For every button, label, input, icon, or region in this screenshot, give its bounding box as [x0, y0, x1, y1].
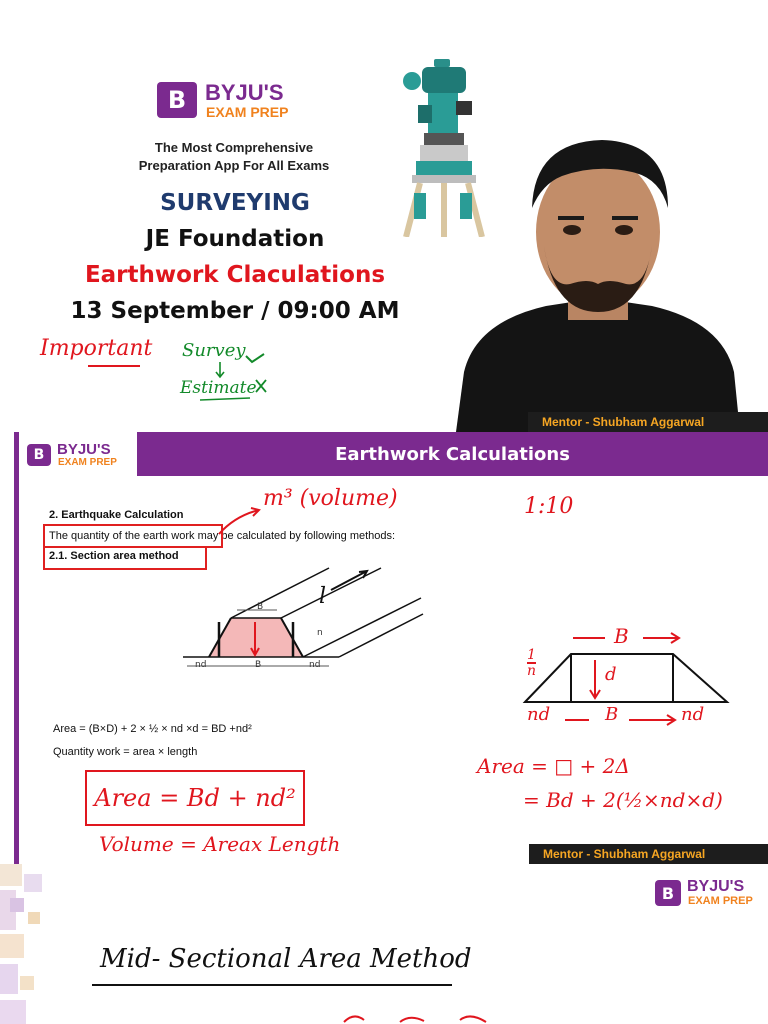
byjus-logo [157, 80, 317, 120]
formula-area: Area = (B×D) + 2 × ½ × nd ×d = BD +nd² [53, 723, 252, 735]
decorative-pattern-icon [0, 864, 70, 1024]
highlight-box-quantity [43, 524, 223, 548]
mentor-tag: Mentor - Shubham Aggarwal [528, 412, 768, 432]
diagram-label-l: l [319, 584, 327, 609]
bottom-nd-right: nd [681, 704, 705, 725]
volume-line: Volume = Areax Length [99, 832, 341, 856]
ratio-note: 1:10 [524, 494, 574, 519]
slide3-logo-brand: BYJU'S [687, 878, 745, 895]
slope-numerator: 1 [527, 647, 536, 663]
logo-brand-sub: EXAM PREP [206, 104, 289, 120]
header-logo-brand: BYJU'S [57, 441, 111, 458]
note-marks-icon [180, 338, 290, 404]
logo-mark-icon: B [157, 82, 197, 118]
slide3-title-underline [92, 984, 452, 986]
embankment-diagram [169, 562, 439, 712]
slide3-logo-mark-icon: B [655, 880, 681, 906]
bottom-nd-left: nd [527, 704, 551, 725]
note-estimate: Estimate [180, 378, 257, 398]
header-title: Earthwork Calculations [335, 443, 570, 465]
diagram-label-n: n [317, 628, 323, 638]
course-title: JE Foundation [145, 226, 325, 252]
slide3-logo [655, 878, 765, 910]
note-important: Important [40, 336, 153, 361]
sentence-part-a: The quantity of the earth work [49, 530, 195, 542]
area-line-2: = Bd + 2(½×nd×d) [523, 788, 723, 812]
mentor-photo [456, 136, 740, 432]
topic-title: Earthwork Claculations [84, 262, 386, 288]
partial-slide [0, 864, 768, 1024]
content-slide [14, 432, 768, 864]
slide3-red-scribble-icon [340, 1012, 540, 1024]
tagline [100, 139, 368, 175]
bottom-arrows-icon [559, 712, 683, 728]
tagline-line-1: The Most Comprehensive [154, 140, 314, 155]
sentence-part-b: may be calculated by following methods: [197, 530, 396, 542]
diagram-label-nd-right: nd [309, 660, 321, 670]
logo-brand-name: BYJU'S [205, 80, 284, 105]
trap-label-d: d [605, 664, 617, 685]
note-survey: Survey [182, 340, 246, 361]
slope-label [527, 648, 536, 678]
diagram-label-nd-left: nd [195, 660, 207, 670]
tagline-line-2: Preparation App For All Exams [138, 158, 330, 173]
formula-quantity: Quantity work = area × length [53, 746, 198, 758]
area-line-1: Area = □ + 2Δ [477, 754, 630, 778]
volume-arrow-icon [215, 504, 263, 538]
title-slide [0, 0, 768, 432]
note-important-underline [88, 365, 140, 367]
header-logo [27, 442, 137, 470]
slide3-logo-sub: EXAM PREP [688, 895, 753, 907]
header-title-bar [137, 432, 768, 476]
subject-title: SURVEYING [160, 190, 310, 216]
section-heading: 2. Earthquake Calculation [49, 509, 184, 521]
slide-header [19, 432, 768, 476]
diagram-label-bottom-b: B [255, 660, 262, 670]
trap-label-b-top: B [614, 624, 629, 648]
mentor-tag-2: Mentor - Shubham Aggarwal [529, 844, 768, 864]
volume-note: m³ (volume) [263, 486, 398, 511]
boxed-area-text: Area = Bd + nd² [94, 784, 296, 812]
session-datetime: 13 September / 09:00 AM [70, 298, 400, 324]
slope-denominator: n [527, 663, 537, 679]
slide3-title: Mid- Sectional Area Method [100, 944, 472, 974]
boxed-area-formula [85, 770, 305, 826]
diagram-label-top-b: B [257, 602, 264, 612]
method-heading: 2.1. Section area method [49, 550, 179, 562]
header-logo-sub: EXAM PREP [58, 457, 117, 468]
header-logo-mark-icon: B [27, 444, 51, 466]
bottom-b: B [605, 704, 619, 725]
